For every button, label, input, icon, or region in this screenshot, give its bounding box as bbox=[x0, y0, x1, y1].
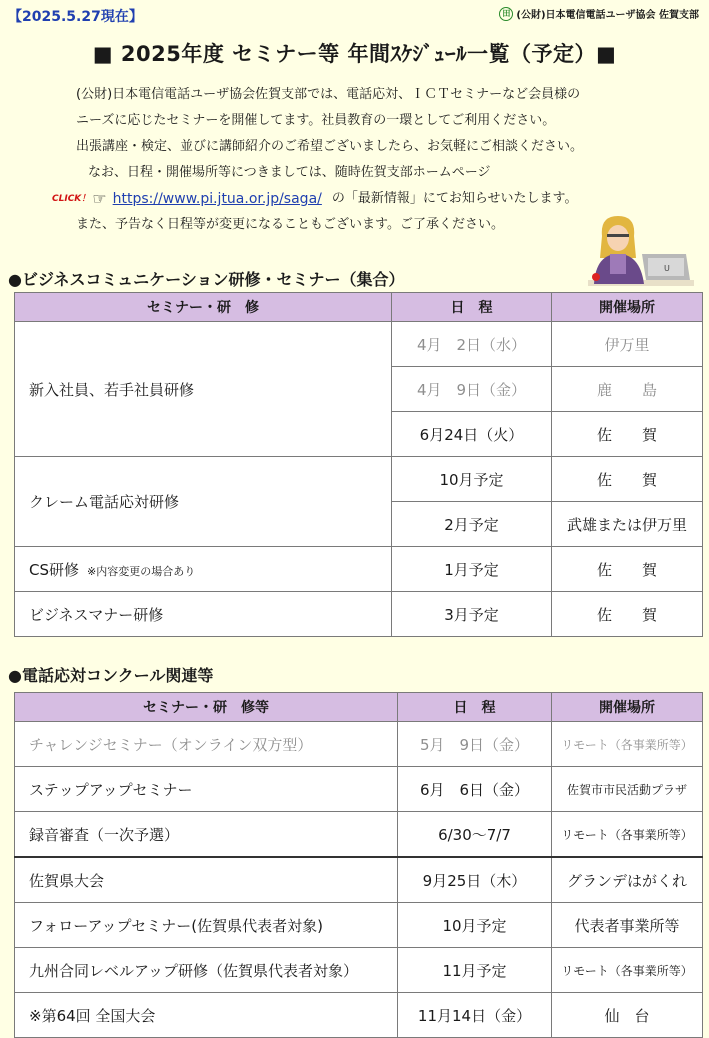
table-row bbox=[15, 322, 703, 367]
col-header-date: 日 程 bbox=[398, 693, 552, 722]
date-cell: 10月予定 bbox=[392, 457, 552, 502]
date-cell: 11月14日（金） bbox=[398, 993, 552, 1038]
date-cell: 9月25日（木） bbox=[398, 857, 552, 903]
date-cell: 6月24日（火） bbox=[392, 412, 552, 457]
intro-line-2: ニーズに応じたセミナーを開催してます。社員教育の一環としてご利用ください。 bbox=[76, 113, 556, 128]
col-header-place: 開催場所 bbox=[552, 693, 703, 722]
jtua-logo-icon: 田 bbox=[499, 7, 513, 21]
date-cell: 2月予定 bbox=[392, 502, 552, 547]
section-title-contest: ●電話応対コンクール関連等 bbox=[8, 666, 214, 685]
table-row bbox=[15, 993, 703, 1038]
event-name: 九州合同レベルアップ研修（佐賀県代表者対象） bbox=[15, 948, 398, 993]
intro-text bbox=[52, 82, 584, 238]
intro-line-6: また、予告なく日程等が変更になることもございます。ご了承ください。 bbox=[76, 217, 504, 232]
table-header-row bbox=[15, 693, 703, 722]
event-name: ステップアップセミナー bbox=[15, 767, 398, 812]
event-name: 録音審査（一次予選） bbox=[15, 812, 398, 858]
intro-line-3: 出張講座・検定、並びに講師紹介のご希望ございましたら、お気軽にご相談ください。 bbox=[76, 139, 584, 154]
org-name bbox=[499, 6, 699, 21]
table-row bbox=[15, 857, 703, 903]
date-cell: 5月 9日（金） bbox=[398, 722, 552, 767]
intro-link-line bbox=[52, 186, 583, 212]
place-cell: 伊万里 bbox=[552, 322, 703, 367]
svg-text:U: U bbox=[664, 264, 670, 273]
col-header-seminar: セミナー・研 修等 bbox=[15, 693, 398, 722]
intro-line-5: の「最新情報」にてお知らせいたします。 bbox=[331, 191, 578, 206]
table-row bbox=[15, 812, 703, 858]
date-cell: 6/30～7/7 bbox=[398, 812, 552, 858]
table-row bbox=[15, 722, 703, 767]
place-cell: 佐 賀 bbox=[552, 457, 703, 502]
date-cell: 6月 6日（金） bbox=[398, 767, 552, 812]
event-name: 佐賀県大会 bbox=[15, 857, 398, 903]
date-cell: 4月 9日（金） bbox=[392, 367, 552, 412]
seminar-name bbox=[15, 547, 392, 592]
seminar-name: クレーム電話応対研修 bbox=[15, 457, 392, 547]
contest-table bbox=[14, 692, 703, 1038]
place-cell: リモート（各事業所等） bbox=[552, 722, 703, 767]
page-title: ■ 2025年度 セミナー等 年間ｽｹｼﾞｭｰﾙ一覧（予定）■ bbox=[92, 42, 617, 66]
table-row bbox=[15, 948, 703, 993]
place-cell: グランデはがくれ bbox=[552, 857, 703, 903]
place-cell: 佐 賀 bbox=[552, 547, 703, 592]
place-cell: 佐 賀 bbox=[552, 592, 703, 637]
date-cell: 4月 2日（水） bbox=[392, 322, 552, 367]
table-row bbox=[15, 547, 703, 592]
event-name: ※第64回 全国大会 bbox=[15, 993, 398, 1038]
click-label: CLICK！ bbox=[52, 194, 91, 204]
place-cell: 武雄または伊万里 bbox=[552, 502, 703, 547]
seminar-name: ビジネスマナー研修 bbox=[15, 592, 392, 637]
date-cell: 3月予定 bbox=[392, 592, 552, 637]
place-cell: 鹿 島 bbox=[552, 367, 703, 412]
seminar-note: ※内容変更の場合あり bbox=[87, 564, 196, 578]
business-seminar-table bbox=[14, 292, 703, 637]
org-label: (公財)日本電信電話ユーザ協会 佐賀支部 bbox=[516, 10, 699, 21]
table-row bbox=[15, 592, 703, 637]
place-cell: 仙 台 bbox=[552, 993, 703, 1038]
place-cell: 佐 賀 bbox=[552, 412, 703, 457]
place-cell: リモート（各事業所等） bbox=[552, 948, 703, 993]
intro-line-1: (公財)日本電信電話ユーザ協会佐賀支部では、電話応対、ＩＣＴセミナーなど会員様の bbox=[76, 87, 581, 102]
table-row bbox=[15, 457, 703, 502]
table-row bbox=[15, 767, 703, 812]
col-header-place: 開催場所 bbox=[552, 293, 703, 322]
date-cell: 10月予定 bbox=[398, 903, 552, 948]
seminar-name-text: CS研修 bbox=[29, 560, 79, 579]
intro-line-4: なお、日程・開催場所等につきましては、随時佐賀支部ホームページ bbox=[88, 165, 491, 180]
section-title-business: ●ビジネスコミュニケーション研修・セミナー（集合） bbox=[8, 270, 405, 289]
date-cell: 11月予定 bbox=[398, 948, 552, 993]
date-cell: 1月予定 bbox=[392, 547, 552, 592]
seminar-name: 新入社員、若手社員研修 bbox=[15, 322, 392, 457]
date-badge: 【2025.5.27現在】 bbox=[8, 9, 143, 25]
col-header-date: 日 程 bbox=[392, 293, 552, 322]
table-header-row bbox=[15, 293, 703, 322]
col-header-seminar: セミナー・研 修 bbox=[15, 293, 392, 322]
place-cell: リモート（各事業所等） bbox=[552, 812, 703, 858]
woman-laptop-illustration bbox=[588, 214, 694, 286]
pointing-hand-icon: ☞ bbox=[92, 189, 107, 208]
homepage-link[interactable]: https://www.pi.jtua.or.jp/saga/ bbox=[112, 191, 322, 207]
table-row bbox=[15, 903, 703, 948]
event-name: チャレンジセミナー（オンライン双方型） bbox=[15, 722, 398, 767]
event-name: フォローアップセミナー(佐賀県代表者対象) bbox=[15, 903, 398, 948]
place-cell: 佐賀市市民活動プラザ bbox=[552, 767, 703, 812]
place-cell: 代表者事業所等 bbox=[552, 903, 703, 948]
